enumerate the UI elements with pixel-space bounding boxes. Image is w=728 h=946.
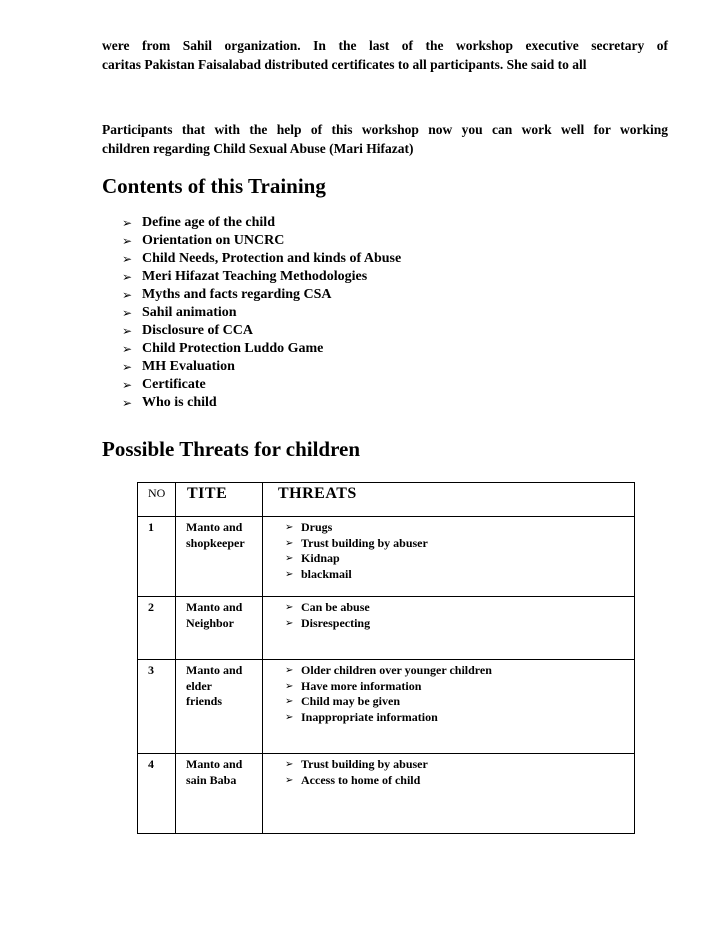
threat-label: Inappropriate information — [301, 709, 438, 724]
arrowhead-bullet-icon: ➢ — [285, 553, 294, 564]
arrowhead-bullet-icon: ➢ — [285, 537, 294, 549]
row-title — [176, 660, 263, 754]
row-threats — [263, 597, 635, 660]
list-item-label: Who is child — [142, 395, 217, 410]
row-title — [176, 517, 263, 597]
threat-label: Access to home of child — [301, 772, 421, 787]
threat-item — [285, 710, 634, 726]
arrowhead-bullet-icon: ➢ — [285, 602, 294, 613]
threat-label: Have more information — [301, 678, 422, 693]
threat-item — [285, 616, 634, 632]
row-threats — [263, 660, 635, 754]
threat-item — [285, 679, 634, 695]
row-title — [176, 754, 263, 834]
paragraph-line: caritas Pakistan Faisalabad distributed certificates to all participants. She said to all — [102, 57, 587, 72]
table-row — [138, 517, 635, 597]
list-item-label: Myths and facts regarding CSA — [142, 287, 332, 302]
threats-table — [137, 482, 635, 834]
arrowhead-bullet-icon: ➢ — [122, 378, 133, 392]
arrowhead-bullet-icon: ➢ — [285, 774, 294, 786]
list-item — [122, 268, 401, 286]
row-title-line: friends — [186, 694, 222, 708]
threat-label: Trust building by abuser — [301, 535, 428, 550]
row-title-line: sain Baba — [186, 772, 237, 787]
arrowhead-bullet-icon: ➢ — [122, 270, 133, 284]
paragraph-line: were from Sahil organization. In the last of the workshop executive secretary of — [102, 38, 668, 53]
list-item — [122, 358, 401, 376]
list-item — [122, 214, 401, 232]
row-number: 4 — [138, 754, 176, 834]
list-item — [122, 394, 401, 412]
arrowhead-bullet-icon: ➢ — [285, 759, 294, 770]
threat-item — [285, 773, 634, 789]
threat-label: Older children over younger children — [301, 663, 492, 677]
arrowhead-bullet-icon: ➢ — [285, 680, 294, 692]
threat-item — [285, 663, 634, 679]
row-title-line: Manto and — [186, 757, 243, 771]
list-item — [122, 286, 401, 304]
threat-list — [263, 597, 634, 631]
paragraph-line: Participants that with the help of this workshop now you can work well for working — [102, 122, 668, 137]
row-number: 3 — [138, 660, 176, 754]
threat-label: Can be abuse — [301, 600, 370, 614]
threats-heading: Possible Threats for children — [102, 437, 361, 461]
arrowhead-bullet-icon: ➢ — [285, 522, 294, 533]
threat-label: Trust building by abuser — [301, 757, 428, 771]
column-header-no: NO — [138, 483, 176, 517]
list-item — [122, 322, 401, 340]
arrowhead-bullet-icon: ➢ — [285, 568, 294, 580]
arrowhead-bullet-icon: ➢ — [122, 360, 133, 374]
participants-paragraph — [102, 120, 668, 158]
row-threats — [263, 517, 635, 597]
row-number: 2 — [138, 597, 176, 660]
threat-item — [285, 536, 634, 552]
row-title-line: Manto and — [186, 663, 243, 677]
threat-item — [285, 600, 634, 616]
arrowhead-bullet-icon: ➢ — [122, 306, 133, 320]
threat-item — [285, 694, 634, 710]
threat-label: Kidnap — [301, 551, 340, 565]
list-item-label: Child Needs, Protection and kinds of Abuse — [142, 251, 402, 266]
row-title-line: Manto and — [186, 520, 243, 534]
table-row — [138, 660, 635, 754]
arrowhead-bullet-icon: ➢ — [122, 234, 133, 248]
arrowhead-bullet-icon: ➢ — [122, 216, 133, 230]
row-title-line: Neighbor — [186, 615, 234, 630]
threat-label: Child may be given — [301, 694, 401, 708]
row-title-line: Manto and — [186, 600, 243, 614]
intro-paragraph — [102, 36, 668, 74]
threat-list — [263, 754, 634, 788]
threat-label: Disrespecting — [301, 615, 371, 630]
arrowhead-bullet-icon: ➢ — [122, 396, 133, 410]
arrowhead-bullet-icon: ➢ — [122, 342, 133, 356]
row-threats — [263, 754, 635, 834]
threat-label: blackmail — [301, 566, 352, 581]
table-header-row — [138, 483, 635, 517]
list-item-label: Orientation on UNCRC — [142, 233, 285, 248]
list-item-label: Disclosure of CCA — [142, 323, 253, 338]
threat-item — [285, 567, 634, 583]
threat-item — [285, 551, 634, 567]
threat-item — [285, 757, 634, 773]
table-row — [138, 597, 635, 660]
arrowhead-bullet-icon: ➢ — [122, 288, 133, 302]
list-item-label: MH Evaluation — [142, 359, 235, 374]
list-item-label: Child Protection Luddo Game — [142, 341, 324, 356]
contents-list — [122, 214, 401, 412]
arrowhead-bullet-icon: ➢ — [285, 711, 294, 723]
row-title-line: shopkeeper — [186, 535, 245, 550]
list-item — [122, 250, 401, 268]
threat-label: Drugs — [301, 520, 333, 534]
paragraph-line: children regarding Child Sexual Abuse (Mari Hifazat) — [102, 141, 414, 156]
threat-item — [285, 520, 634, 536]
row-number: 1 — [138, 517, 176, 597]
arrowhead-bullet-icon: ➢ — [122, 324, 133, 338]
list-item-label: Define age of the child — [142, 215, 275, 230]
list-item — [122, 232, 401, 250]
row-title — [176, 597, 263, 660]
list-item-label: Sahil animation — [142, 305, 237, 320]
arrowhead-bullet-icon: ➢ — [285, 665, 294, 676]
row-title-line: elder — [186, 678, 212, 693]
threat-list — [263, 517, 634, 582]
list-item-label: Certificate — [142, 377, 206, 392]
list-item-label: Meri Hifazat Teaching Methodologies — [142, 269, 368, 284]
list-item — [122, 304, 401, 322]
arrowhead-bullet-icon: ➢ — [285, 696, 294, 707]
contents-heading: Contents of this Training — [102, 174, 326, 198]
column-header-title: TITE — [176, 483, 263, 517]
table-row — [138, 754, 635, 834]
arrowhead-bullet-icon: ➢ — [122, 252, 133, 266]
arrowhead-bullet-icon: ➢ — [285, 617, 294, 629]
column-header-threats: THREATS — [263, 483, 635, 517]
threat-list — [263, 660, 634, 725]
list-item — [122, 340, 401, 358]
list-item — [122, 376, 401, 394]
